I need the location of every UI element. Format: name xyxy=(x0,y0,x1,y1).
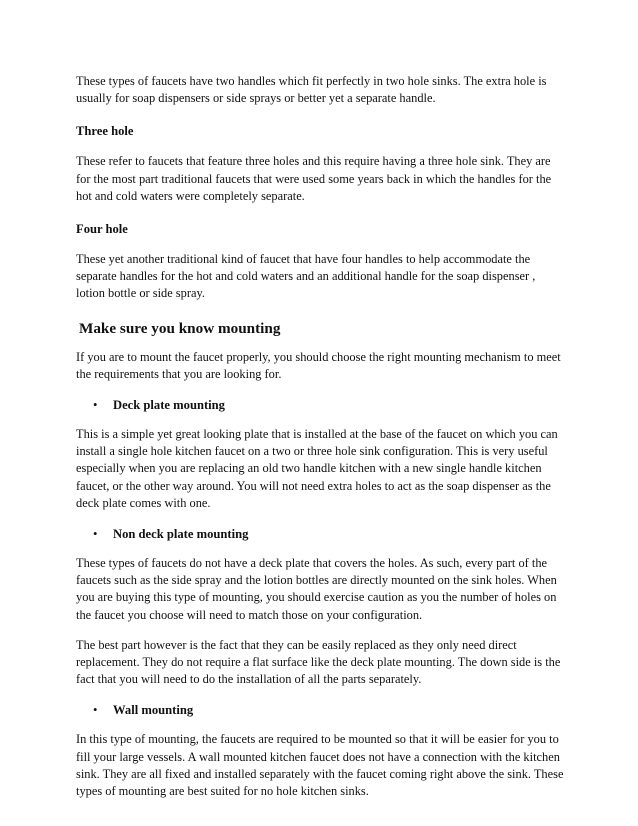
bullet-label: Deck plate mounting xyxy=(113,398,225,413)
paragraph-wall-mounting: In this type of mounting, the faucets are required to be mounted so that it will be easier for you to fill your large vessels. A wall mounted kitchen faucet does not have a connection with the kitchen sink. They are all fixed and installed separately with the faucet coming right above the sink. These types of mounting are best suited for no hole kitchen sinks. xyxy=(76,732,564,799)
paragraph-three-hole: These refer to faucets that feature three holes and this require having a three hole sink. They are for the most part traditional faucets that were used some years back in which the handles for the hot and cold waters were completely separate. xyxy=(76,154,552,203)
paragraph-non-deck-plate: These types of faucets do not have a deck plate that covers the holes. As such, every part of the faucets such as the side spray and the lotion bottles are directly mounted on the sink holes. When you are buying this type of mounting, you should exercise caution as you the number of holes on the faucet you choose will need to match those on your configuration. xyxy=(76,556,557,622)
document-page xyxy=(76,73,564,800)
bullet-label: Non deck plate mounting xyxy=(113,527,249,542)
paragraph-two-hole: These types of faucets have two handles which fit perfectly in two hole sinks. The extra hole is usually for soap dispensers or side sprays or better yet a separate handle. xyxy=(76,74,547,106)
paragraph-mounting-intro: If you are to mount the faucet properly, you should choose the right mounting mechanism to meet the requirements that you are looking for. xyxy=(76,349,561,381)
section-title-mounting: Make sure you know mounting xyxy=(79,319,281,337)
bullet-icon: • xyxy=(93,703,98,718)
heading-three-hole: Three hole xyxy=(76,124,134,139)
paragraph-four-hole: These yet another traditional kind of faucet that have four handles to help accommodate the separate handles for the hot and cold waters and an additional handle for the soap dispenser , lotion bottle or side spray. xyxy=(76,252,536,301)
bullet-icon: • xyxy=(93,398,98,413)
heading-four-hole: Four hole xyxy=(76,222,128,237)
bullet-wall-mounting xyxy=(76,702,564,719)
paragraph-best-part: The best part however is the fact that they can be easily replaced as they only need direct replacement. They do not require a flat surface like the deck plate mounting. The down side is the fact that you will need to do the installation of all the parts separately. xyxy=(76,637,561,687)
paragraph-deck-plate: This is a simple yet great looking plate that is installed at the base of the faucet on which you can install a single hole kitchen faucet on a two or three hole sink configuration. This is very useful especially when you are replacing an old two handle kitchen with a new single handle kitchen faucet, or the other way around. You will not need extra holes to act as the soap dispenser as the deck plate comes with one. xyxy=(76,427,558,510)
bullet-icon: • xyxy=(93,527,98,542)
bullet-deck-plate xyxy=(76,397,564,414)
bullet-label: Wall mounting xyxy=(113,703,194,718)
bullet-non-deck-plate xyxy=(76,526,564,543)
